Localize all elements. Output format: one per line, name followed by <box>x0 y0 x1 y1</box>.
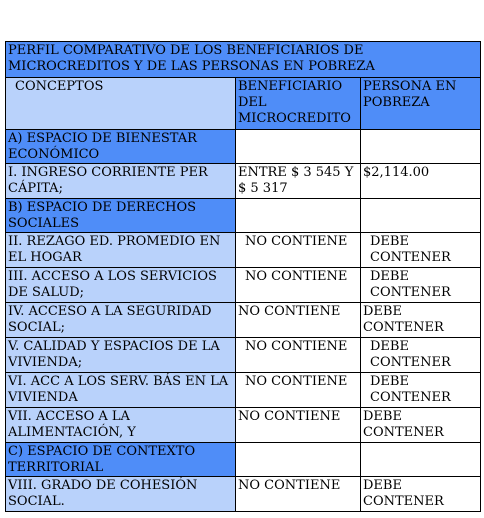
empty-cell <box>236 443 361 477</box>
table-row <box>6 477 481 512</box>
table-row <box>6 268 481 303</box>
header-conceptos: CONCEPTOS <box>6 78 236 130</box>
empty-cell <box>236 199 361 233</box>
table-row <box>6 373 481 408</box>
table-row <box>6 338 481 373</box>
beneficiario-cell: NO CONTIENE <box>236 408 361 443</box>
beneficiario-cell: NO CONTIENE <box>236 477 361 512</box>
persona-cell: DEBE CONTENER <box>361 303 481 338</box>
section-cell: C) ESPACIO DE CONTEXTO TERRITORIAL <box>6 443 236 477</box>
persona-cell: DEBE CONTENER <box>361 268 481 303</box>
section-cell: A) ESPACIO DE BIENESTAR ECONÓMICO <box>6 130 236 164</box>
comparison-table <box>5 41 481 512</box>
table-row <box>6 130 481 164</box>
beneficiario-cell: ENTRE $ 3 545 Y $ 5 317 <box>236 164 361 199</box>
persona-cell: DEBE CONTENER <box>361 338 481 373</box>
beneficiario-cell: NO CONTIENE <box>236 268 361 303</box>
concept-cell: VIII. GRADO DE COHESIÓN SOCIAL. <box>6 477 236 512</box>
concept-cell: IV. ACCESO A LA SEGURIDAD SOCIAL; <box>6 303 236 338</box>
table-header-row <box>6 78 481 130</box>
beneficiario-cell: NO CONTIENE <box>236 338 361 373</box>
header-beneficiario: BENEFICIARIO DEL MICROCREDITO <box>236 78 361 130</box>
persona-cell: $2,114.00 <box>361 164 481 199</box>
beneficiario-cell: NO CONTIENE <box>236 373 361 408</box>
table-title-row <box>6 42 481 78</box>
concept-cell: VII. ACCESO A LA ALIMENTACIÓN, Y <box>6 408 236 443</box>
empty-cell <box>361 130 481 164</box>
persona-cell: DEBE CONTENER <box>361 233 481 268</box>
table-title: PERFIL COMPARATIVO DE LOS BENEFICIARIOS DE MICROCREDITOS Y DE LAS PERSONAS EN POBREZA <box>6 42 481 78</box>
concept-cell: III. ACCESO A LOS SERVICIOS DE SALUD; <box>6 268 236 303</box>
table-row <box>6 199 481 233</box>
table-row <box>6 164 481 199</box>
beneficiario-cell: NO CONTIENE <box>236 303 361 338</box>
concept-cell: V. CALIDAD Y ESPACIOS DE LA VIVIENDA; <box>6 338 236 373</box>
empty-cell <box>361 443 481 477</box>
persona-cell: DEBE CONTENER <box>361 373 481 408</box>
concept-cell: II. REZAGO ED. PROMEDIO EN EL HOGAR <box>6 233 236 268</box>
concept-cell: I. INGRESO CORRIENTE PER CÁPITA; <box>6 164 236 199</box>
empty-cell <box>361 199 481 233</box>
section-cell: B) ESPACIO DE DERECHOS SOCIALES <box>6 199 236 233</box>
persona-cell: DEBE CONTENER <box>361 477 481 512</box>
table-row <box>6 303 481 338</box>
table-row <box>6 233 481 268</box>
beneficiario-cell: NO CONTIENE <box>236 233 361 268</box>
concept-cell: VI. ACC A LOS SERV. BÁS EN LA VIVIENDA <box>6 373 236 408</box>
persona-cell: DEBE CONTENER <box>361 408 481 443</box>
header-persona: PERSONA EN POBREZA <box>361 78 481 130</box>
comparison-table-container <box>5 41 481 512</box>
empty-cell <box>236 130 361 164</box>
table-row <box>6 408 481 443</box>
table-row <box>6 443 481 477</box>
